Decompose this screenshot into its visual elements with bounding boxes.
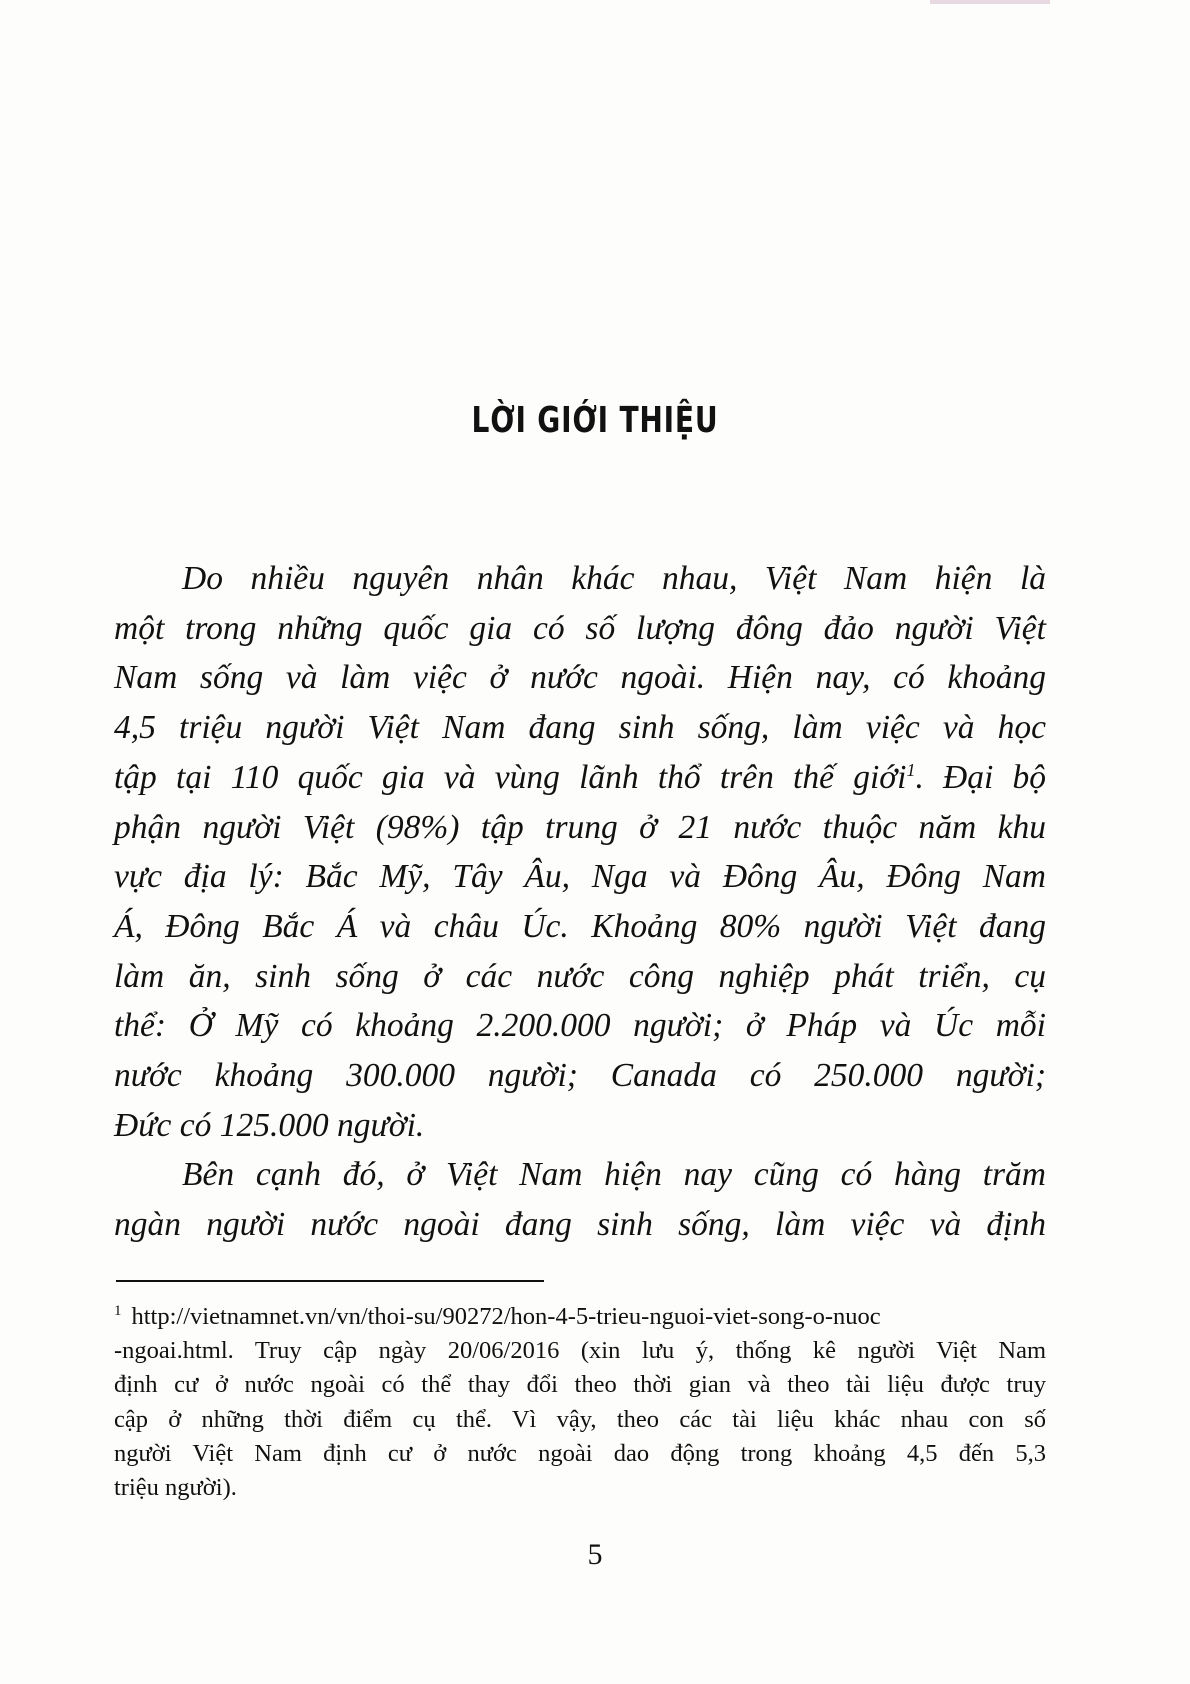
body-line: Đức có 125.000 người. bbox=[114, 1106, 425, 1144]
body-line-part: . Đại bộ bbox=[915, 758, 1046, 796]
page-title: LỜI GIỚI THIỆU bbox=[471, 400, 719, 441]
footnote-line: triệu người). bbox=[114, 1474, 237, 1502]
body-line: Bên cạnh đó, ở Việt Nam hiện nay cũng có hàng trăm bbox=[182, 1156, 1046, 1194]
footnote bbox=[114, 1300, 1046, 1505]
body-line: phận người Việt (98%) tập trung ở 21 nước thuộc năm khu bbox=[114, 808, 1046, 846]
body-line: một trong những quốc gia có số lượng đông đảo người Việt bbox=[114, 609, 1046, 647]
body-line: thể: Ở Mỹ có khoảng 2.200.000 người; ở Pháp và Úc mỗi bbox=[114, 1007, 1046, 1045]
body-line: Nam sống và làm việc ở nước ngoài. Hiện nay, có khoảng bbox=[114, 659, 1046, 697]
footnote-line-with-url bbox=[114, 1300, 1046, 1334]
body-line: làm ăn, sinh sống ở các nước công nghiệp phát triển, cụ bbox=[114, 957, 1046, 995]
body-line: Do nhiều nguyên nhân khác nhau, Việt Nam hiện là bbox=[182, 560, 1046, 597]
body-paragraphs bbox=[114, 554, 1046, 1250]
body-line: nước khoảng 300.000 người; Canada có 250.000 người; bbox=[114, 1057, 1046, 1095]
footnote-line: định cư ở nước ngoài có thể thay đổi theo thời gian và theo tài liệu được truy bbox=[114, 1371, 1046, 1399]
page-edge-mark bbox=[930, 0, 1050, 4]
footnote-number: 1 bbox=[114, 1302, 122, 1319]
footnote-divider bbox=[116, 1280, 544, 1282]
footnote-reference[interactable]: 1 bbox=[906, 759, 916, 780]
body-line: Á, Đông Bắc Á và châu Úc. Khoảng 80% người Việt đang bbox=[114, 907, 1046, 945]
footnote-url[interactable]: http://vietnamnet.vn/vn/thoi-su/90272/hon-4-5-trieu-nguoi-viet-song-o-nuoc bbox=[131, 1303, 881, 1330]
page-number: 5 bbox=[587, 1538, 603, 1571]
body-line: 4,5 triệu người Việt Nam đang sinh sống, làm việc và học bbox=[114, 709, 1046, 747]
body-line: ngàn người nước ngoài đang sinh sống, làm việc và định bbox=[114, 1206, 1046, 1244]
body-line-with-footnote bbox=[114, 753, 1046, 803]
footnote-line: cập ở những thời điểm cụ thể. Vì vậy, theo các tài liệu khác nhau con số bbox=[114, 1405, 1046, 1433]
footnote-line: người Việt Nam định cư ở nước ngoài dao động trong khoảng 4,5 đến 5,3 bbox=[114, 1439, 1046, 1467]
body-line: vực địa lý: Bắc Mỹ, Tây Âu, Nga và Đông Âu, Đông Nam bbox=[114, 858, 1046, 896]
body-line-part: tập tại 110 quốc gia và vùng lãnh thổ trên thế giới bbox=[114, 758, 907, 796]
footnote-line: -ngoai.html. Truy cập ngày 20/06/2016 (xin lưu ý, thống kê người Việt Nam bbox=[114, 1337, 1046, 1365]
